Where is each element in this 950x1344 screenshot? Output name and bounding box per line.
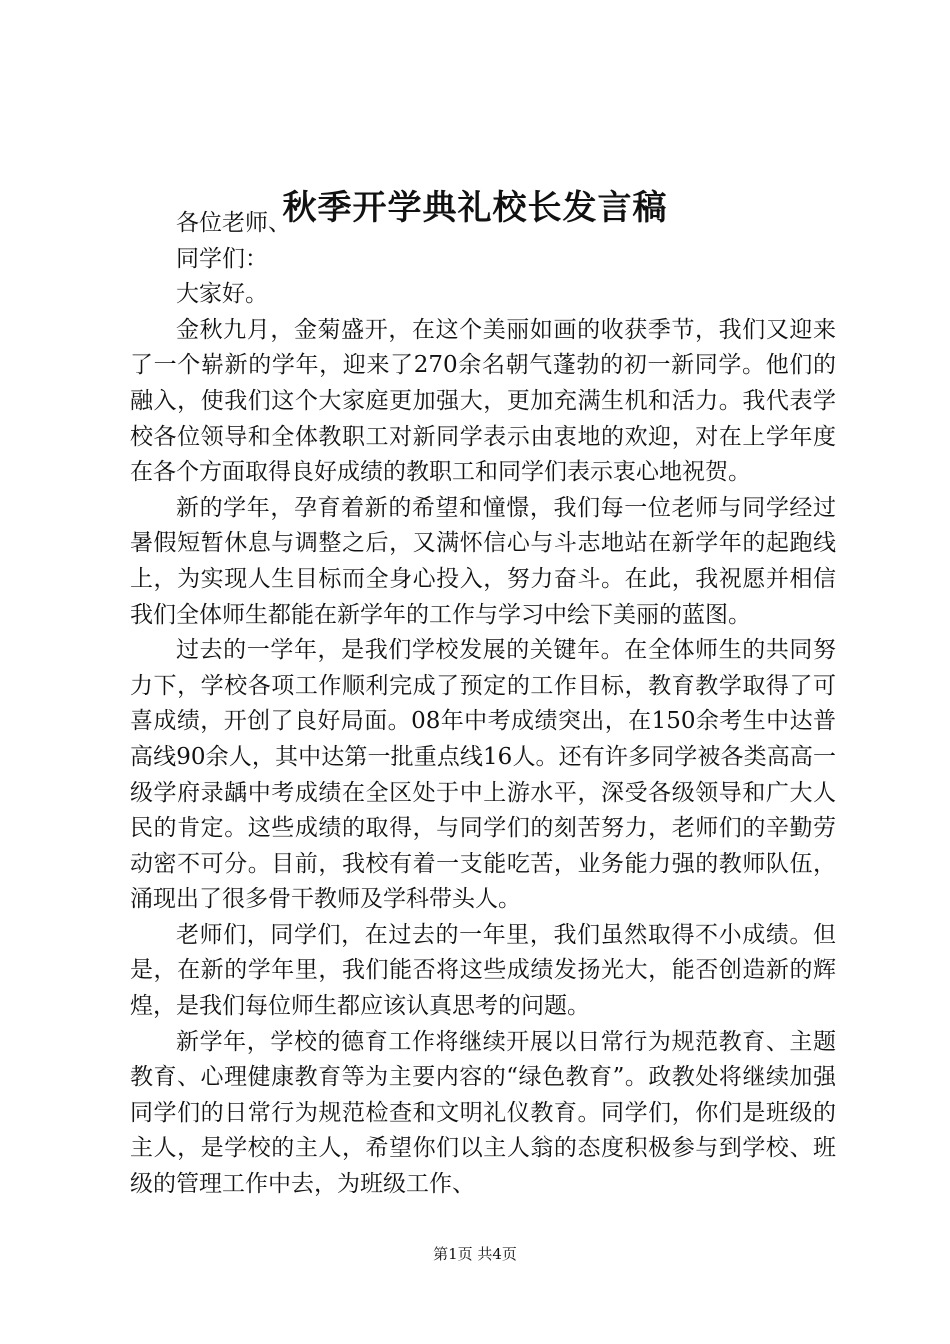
salutation-teachers: 各位老师、 (176, 210, 291, 236)
paragraph-welcome: 金秋九月，金菊盛开，在这个美丽如画的收获季节，我们又迎来了一个崭新的学年，迎来了270余名朝气蓬勃的初一新同学。他们的融入，使我们这个大家庭更加强大，更加充满生机和活力。我代表学校各位领导和全体教职工对新同学表示由衷地的欢迎，对在上学年度在各个方面取得良好成绩的教职工和同学们表示衷心地祝贺。 (130, 316, 836, 486)
page-number-footer: 第1页 共4页 (433, 1245, 517, 1263)
paragraph-past-year: 过去的一学年，是我们学校发展的关键年。在全体师生的共同努力下，学校各项工作顺利完成了预定的工作目标，教育教学取得了可喜成绩，开创了良好局面。08年中考成绩突出，在150余考生中达普高线90余人，其中达第一批重点线16人。还有许多同学被各类高高一级学府录龋中考成绩在全区处于中上游水平，深受各级领导和广大人民的肯定。这些成绩的取得，与同学们的刻苦努力，老师们的辛勤劳动密不可分。目前，我校有着一支能吃苦，业务能力强的教师队伍，涌现出了很多骨干教师及学科带头人。 (130, 637, 836, 913)
greeting: 大家好。 (176, 281, 268, 308)
paragraph-moral-education: 新学年，学校的德育工作将继续开展以日常行为规范教育、主题教育、心理健康教育等为主要内容的“绿色教育”。政教处将继续加强同学们的日常行为规范检查和文明礼仪教育。同学们，你们是班级的主人，是学校的主人，希望你们以主人翁的态度积极参与到学校、班级的管理工作中去，为班级工作、 (130, 1028, 836, 1198)
paragraph-new-year: 新的学年，孕育着新的希望和憧憬，我们每一位老师与同学经过暑假短暂休息与调整之后，又满怀信心与斗志地站在新学年的起跑线上，为实现人生目标而全身心投入，努力奋斗。在此，我祝愿并相信我们全体师生都能在新学年的工作与学习中绘下美丽的蓝图。 (130, 494, 836, 628)
salutation-students: 同学们： (176, 245, 268, 272)
document-body (130, 206, 836, 1203)
paragraph-reflection: 老师们，同学们，在过去的一年里，我们虽然取得不小成绩。但是，在新的学年里，我们能否将这些成绩发扬光大，能否创造新的辉煌，是我们每位师生都应该认真思考的问题。 (130, 921, 836, 1020)
document-title: 秋季开学典礼校长发言稿 (282, 188, 668, 228)
